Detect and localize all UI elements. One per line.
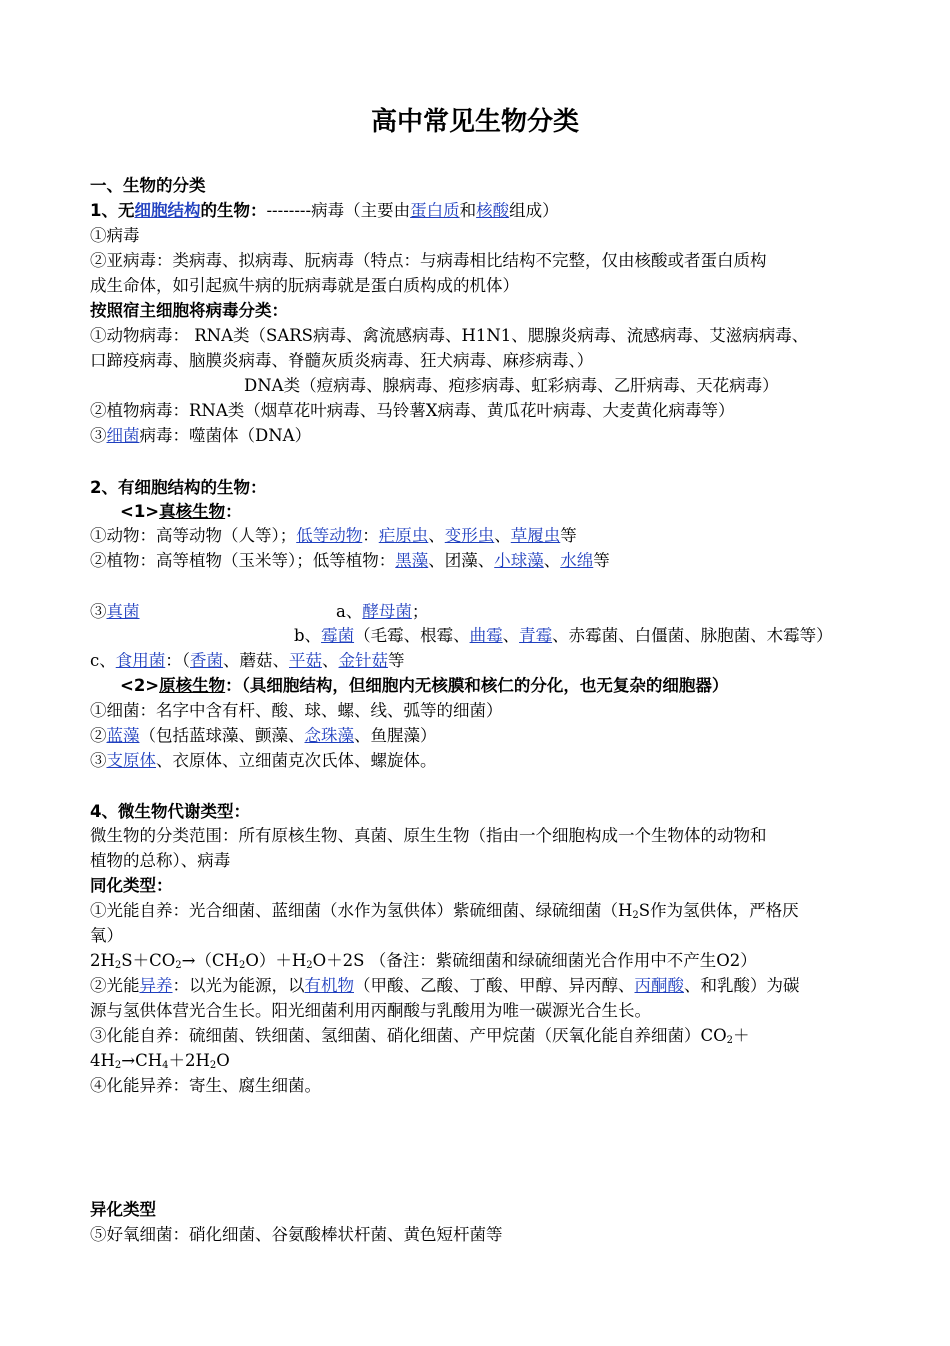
s4-line-photoheterotroph: ②光能异养：以光为能源，以有机物（甲酸、乙酸、丁酸、甲醇、异丙醇、丙酮酸、和乳酸）为碳 (90, 976, 800, 995)
s2-sub-prokaryote: <2>原核生物：（具细胞结构，但细胞内无核膜和核仁的分化，也无复杂的细胞器） (120, 676, 729, 695)
s1-line-7: 口蹄疫病毒、脑膜炎病毒、脊髓灰质炎病毒、狂犬病毒、麻疹病毒、） (90, 351, 594, 370)
s2-line-yeast: a、酵母菌； (336, 602, 429, 621)
section-1-heading: 一、生物的分类 (90, 176, 206, 195)
s2-line-cyanobacteria: ②蓝藻（包括蓝球藻、颤藻、念珠藻、鱼腥藻） (90, 726, 437, 745)
s2-line-animal: ①动物：高等动物（人等）；低等动物：疟原虫、变形虫、草履虫等 (90, 526, 577, 545)
link-nostoc[interactable]: 念珠藻 (304, 726, 354, 745)
link-protein[interactable]: 蛋白质 (410, 201, 460, 220)
s1-line-4: 成生命体，如引起疯牛病的朊病毒就是蛋白质构成的机体） (90, 276, 519, 295)
s4-line-aerobic: ⑤好氧细菌：硝化细菌、谷氨酸棒状杆菌、黄色短杆菌等 (90, 1225, 503, 1244)
link-penicillium[interactable]: 青霉 (519, 626, 553, 645)
s4-line-1: 微生物的分类范围：所有原核生物、真菌、原生生物（指由一个细胞构成一个生物体的动物和 (90, 826, 767, 845)
s4-line-8: 源与氢供体营光合生长。阳光细菌利用丙酮酸与乳酸用为唯一碳源光合生长。 (90, 1001, 651, 1020)
link-nucleic-acid[interactable]: 核酸 (476, 201, 510, 220)
link-spirogyra[interactable]: 水绵 (560, 551, 594, 570)
link-paramecium[interactable]: 草履虫 (510, 526, 561, 545)
link-heterotroph[interactable]: 异养 (139, 976, 173, 995)
s2-line-mold: b、霉菌（毛霉、根霉、曲霉、青霉、赤霉菌、白僵菌、脉胞菌、木霉等） (294, 626, 833, 645)
s2-line-bacteria: ①细菌：名字中含有杆、酸、球、螺、线、弧等的细菌） (90, 701, 503, 720)
link-edible-fungi[interactable]: 食用菌 (115, 651, 166, 670)
s1-line-1: 1、无细胞结构的生物：--------病毒（主要由蛋白质和核酸组成） (90, 201, 559, 220)
link-oyster-mushroom[interactable]: 平菇 (289, 651, 322, 670)
link-lower-animal[interactable]: 低等动物 (296, 526, 363, 545)
s1-line-9: ②植物病毒：RNA类（烟草花叶病毒、马铃薯X病毒、黄瓜花叶病毒、大麦黄化病毒等） (90, 401, 735, 420)
s1-subheading-host: 按照宿主细胞将病毒分类： (90, 301, 288, 320)
s1-line-10: ③细菌病毒：噬菌体（DNA） (90, 426, 312, 445)
s2-sub-eukaryote: <1>真核生物： (120, 502, 242, 521)
link-mold[interactable]: 霉菌 (321, 626, 355, 645)
link-plasmodium[interactable]: 疟原虫 (378, 526, 429, 545)
link-bacteria[interactable]: 细菌 (106, 426, 140, 445)
s4-line-photoautotroph: ①光能自养：光合细菌、蓝细菌（水作为氢供体）紫硫细菌、绿硫细菌（$H_2S$作为氢供体，严格厌 (90, 901, 799, 921)
section-2-heading: 2、有细胞结构的生物： (90, 478, 267, 497)
section-4-heading: 4、微生物代谢类型： (90, 802, 250, 821)
s1-line-3: ②亚病毒：类病毒、拟病毒、朊病毒（特点：与病毒相比结构不完整，仅由核酸或者蛋白质构 (90, 251, 767, 270)
link-pyruvic-acid[interactable]: 丙酮酸 (634, 976, 684, 995)
page-title: 高中常见生物分类 (370, 107, 579, 137)
s2-line-edible-fungi: c、食用菌：（香菌、蘑菇、平菇、金针菇等 (90, 651, 405, 670)
link-chlorella[interactable]: 小球藻 (494, 551, 544, 570)
link-amoeba[interactable]: 变形虫 (444, 526, 495, 545)
link-enoki[interactable]: 金针菇 (338, 651, 388, 670)
s4-subheading-assimilation: 同化类型： (90, 876, 173, 895)
s4-line-chemoautotroph: ③化能自养：硫细菌、铁细菌、氢细菌、硝化细菌、产甲烷菌（厌氧化能自养细菌）$CO_2+$ (90, 1026, 750, 1046)
s4-line-methane-equation: $4H_2\to CH_4+2H_2O$ (90, 1051, 230, 1071)
link-yeast[interactable]: 酵母菌 (362, 602, 412, 621)
s4-line-chemoheterotroph: ④化能异养：寄生、腐生细菌。 (90, 1076, 321, 1095)
link-shiitake[interactable]: 香菌 (190, 651, 223, 670)
link-cyanobacteria[interactable]: 蓝藻 (106, 726, 140, 745)
link-hydrilla[interactable]: 黑藻 (395, 551, 429, 570)
s2-line-mycoplasma: ③支原体、衣原体、立细菌克次氏体、螺旋体。 (90, 751, 437, 770)
link-aspergillus[interactable]: 曲霉 (469, 626, 503, 645)
s1-line-6: ①动物病毒： RNA类（SARS病毒、禽流感病毒、H1N1、腮腺炎病毒、流感病毒、艾滋病病毒、 (90, 326, 809, 345)
s4-line-5: 氧） (90, 926, 123, 945)
s4-line-2: 植物的总称）、病毒 (90, 851, 231, 870)
link-cell-structure[interactable]: 细胞结构 (134, 201, 201, 220)
link-mycoplasma[interactable]: 支原体 (106, 751, 156, 770)
s1-line-2: ①病毒 (90, 226, 140, 245)
link-organic-matter[interactable]: 有机物 (304, 976, 354, 995)
s2-line-plant: ②植物：高等植物（玉米等）；低等植物：黑藻、团藻、小球藻、水绵等 (90, 551, 610, 570)
link-fungi[interactable]: 真菌 (106, 602, 140, 621)
s4-line-equation: $2H_2S+CO_2\to(CH_2O)+H_2O+2S$ （备注：紫硫细菌和绿硫细菌光合作用中不产生O2） (90, 951, 757, 971)
s4-subheading-dissimilation: 异化类型 (90, 1200, 156, 1219)
s1-line-8: DNA类（痘病毒、腺病毒、疱疹病毒、虹彩病毒、乙肝病毒、天花病毒） (244, 376, 779, 395)
s2-line-fungi: ③真菌 (90, 602, 140, 621)
